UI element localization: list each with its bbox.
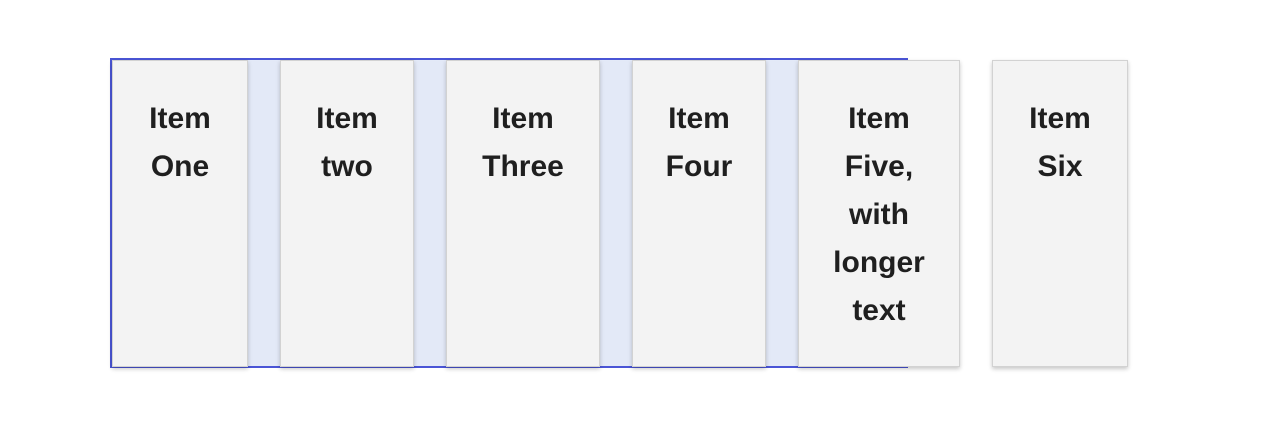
item-label: Item two <box>316 102 378 183</box>
item-label: Item Six <box>1029 102 1091 183</box>
flex-item-two <box>280 60 414 367</box>
flex-item-six <box>992 60 1128 367</box>
item-label: Item Four <box>665 102 733 183</box>
item-label: Item Three <box>482 102 564 183</box>
item-label: Item Five, with longer text <box>833 102 925 327</box>
flex-item-four <box>632 60 766 367</box>
flex-item-three <box>446 60 600 367</box>
flex-item-five <box>798 60 960 367</box>
item-label: Item One <box>149 102 211 183</box>
flex-item-one <box>112 60 248 367</box>
